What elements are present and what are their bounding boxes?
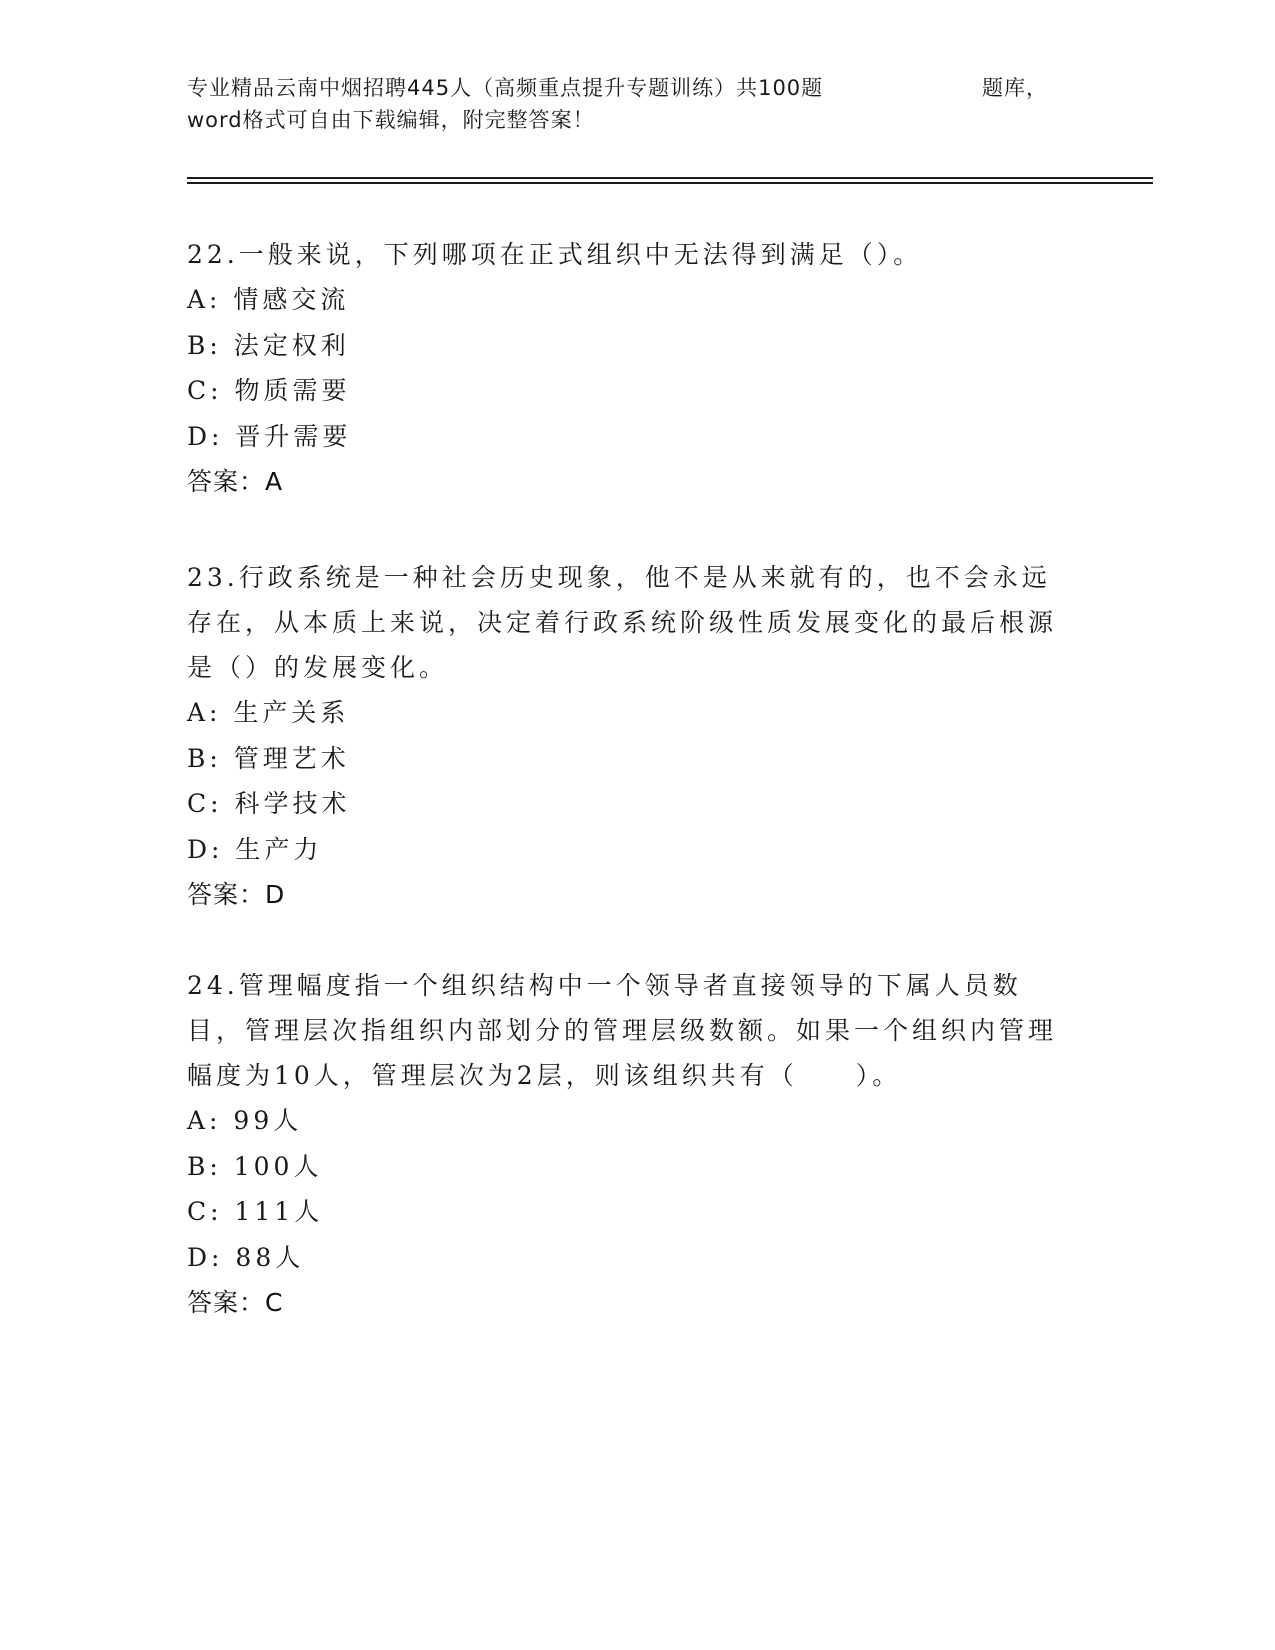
header-divider-top — [187, 177, 1153, 179]
header-title-suffix: 题库， — [982, 76, 1048, 100]
option-c: C: 物质需要 — [187, 376, 351, 405]
option-a: A: 情感交流 — [187, 285, 350, 314]
question-text: 22.一般来说，下列哪项在正式组织中无法得到满足（）。 — [187, 240, 923, 269]
answer-line: 答案：C — [187, 1288, 284, 1317]
option-b: B: 管理艺术 — [187, 743, 350, 773]
header-subtitle: word格式可自由下载编辑，附完整答案！ — [187, 108, 595, 132]
option-d: D: 晋升需要 — [187, 421, 352, 451]
answer-line: 答案：D — [187, 880, 286, 909]
option-a: A: 99人 — [187, 1106, 303, 1135]
document-header — [187, 72, 1067, 136]
option-b: B: 100人 — [187, 1151, 323, 1181]
option-b: B: 法定权利 — [187, 330, 350, 360]
option-c: C: 科学技术 — [187, 789, 351, 818]
option-d: D: 88人 — [187, 1242, 305, 1272]
question-text: 23.行政系统是一种社会历史现象，他不是从来就有的，也不会永远存在，从本质上来说，决定着行政系统阶级性质发展变化的最后根源是（）的发展变化。 — [187, 563, 1058, 682]
question-22 — [187, 232, 1067, 504]
answer-line: 答案：A — [187, 467, 284, 496]
header-title-line — [187, 72, 1067, 104]
option-d: D: 生产力 — [187, 834, 323, 864]
header-divider-bottom — [187, 182, 1153, 184]
question-text: 24.管理幅度指一个组织结构中一个领导者直接领导的下属人员数目，管理层次指组织内部划分的管理层级数额。如果一个组织内管理幅度为10人，管理层次为2层，则该组织共有（ ）。 — [187, 971, 1058, 1090]
header-title: 专业精品云南中烟招聘445人（高频重点提升专题训练）共100题 — [187, 76, 824, 100]
question-24 — [187, 963, 1067, 1325]
option-a: A: 生产关系 — [187, 698, 350, 727]
option-c: C: 111人 — [187, 1197, 324, 1226]
question-23 — [187, 555, 1067, 917]
